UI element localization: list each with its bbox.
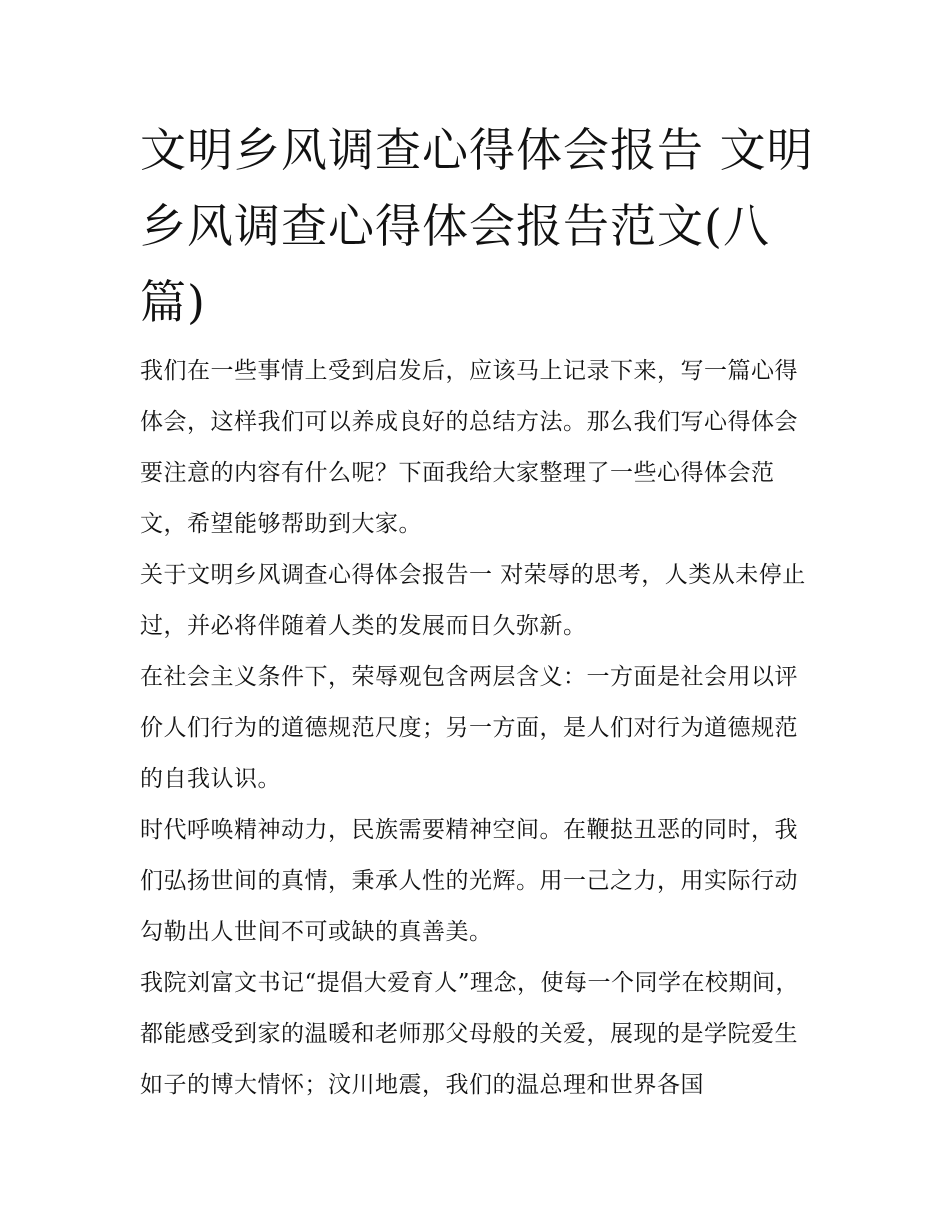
paragraph-report-one: 关于文明乡风调查心得体会报告一 对荣辱的思考，人类从未停止过，并必将伴随着人类的发展而日久弥新。 (140, 562, 806, 639)
document-title: 文明乡风调查心得体会报告 文明乡风调查心得体会报告范文(八篇) (140, 123, 814, 329)
paragraph-love-education: 我院刘富文书记“提倡大爱育人”理念，使每一个同学在校期间，都能感受到家的温暖和老师那父母般的关爱，展现的是学院爱生如子的博大情怀；汶川地震，我们的温总理和世界各国 (140, 970, 800, 1098)
paragraph-honor-meaning: 在社会主义条件下，荣辱观包含两层含义：一方面是社会用以评价人们行为的道德规范尺度；另一方面，是人们对行为道德规范的自我认识。 (140, 664, 798, 792)
paragraph-spirit: 时代呼唤精神动力，民族需要精神空间。在鞭挞丑恶的同时，我们弘扬世间的真情，秉承人性的光辉。用一己之力，用实际行动勾勒出人世间不可或缺的真善美。 (140, 817, 798, 945)
document-body (140, 112, 820, 1111)
paragraph-intro: 我们在一些事情上受到启发后，应该马上记录下来，写一篇心得体会，这样我们可以养成良好的总结方法。那么我们写心得体会要注意的内容有什么呢？下面我给大家整理了一些心得体会范文，希望能够帮助到大家。 (140, 358, 798, 537)
